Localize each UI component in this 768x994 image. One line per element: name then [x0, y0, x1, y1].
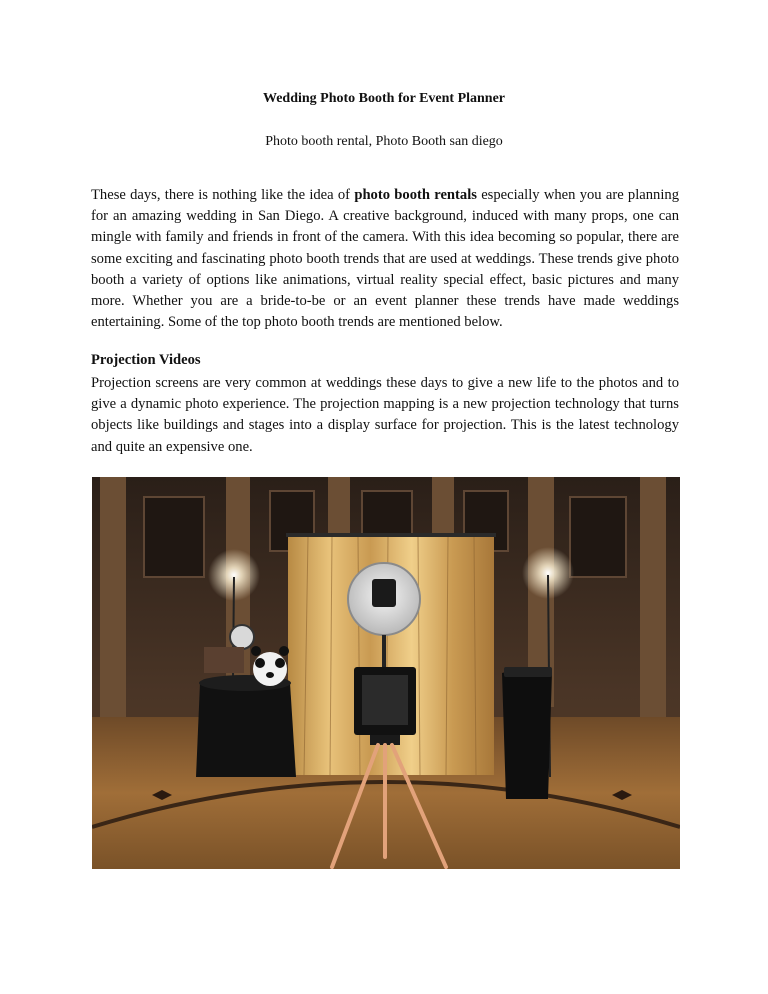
intro-paragraph: [91, 185, 679, 333]
intro-text-start: These days, there is nothing like the idea of: [91, 187, 355, 203]
photo-booth-image: [92, 477, 680, 869]
document-title: Wedding Photo Booth for Event Planner: [262, 91, 506, 106]
intro-text-end: especially when you are planning for an amazing wedding in San Diego. A creative background, induced with many props, one can mingle with family and friends in front of the camera. With this idea becoming so popular, there are some exciting and fascinating photo booth trends that are used at weddings. These trends give photo booth a variety of options like animations, virtual reality special effect, basic pictures and many more. Whether you are a bride-to-be or an event planner these trends have made weddings entertaining. Some of the top photo booth trends are mentioned below.: [91, 187, 680, 331]
section-heading: Projection Videos: [91, 352, 201, 368]
section-paragraph: Projection screens are very common at weddings these days to give a new life to the photos and to give a dynamic photo experience. The projection mapping is a new projection technology that turns objects like buildings and stages into a display surface for projection. This is the latest technology and quite an expensive one.: [91, 375, 679, 455]
document-subtitle: Photo booth rental, Photo Booth san diego: [265, 134, 503, 149]
intro-bold-phrase: photo booth rentals: [354, 187, 477, 203]
